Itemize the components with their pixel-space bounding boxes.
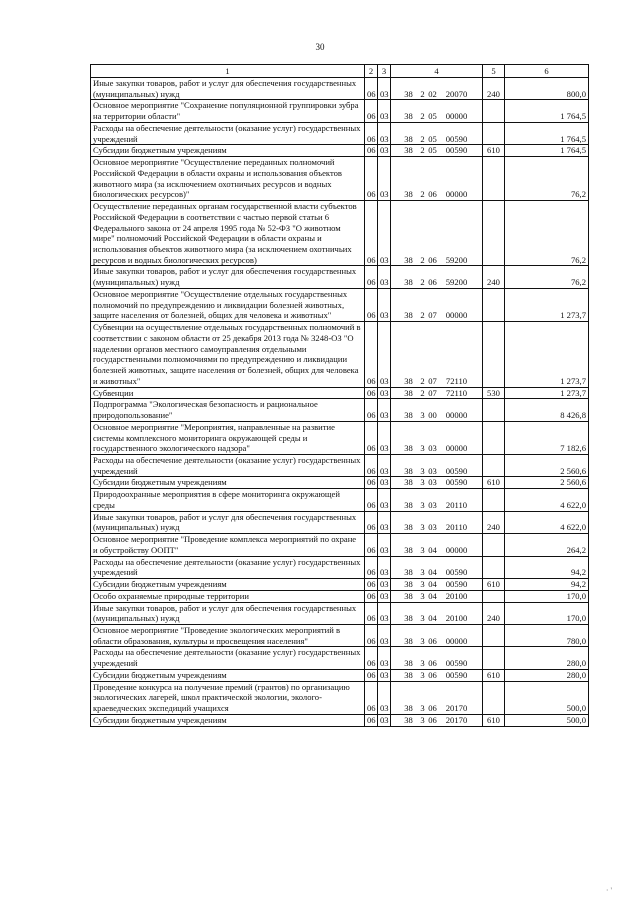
row-amount: 500,0	[505, 681, 589, 714]
target-article-part: 3	[420, 544, 425, 555]
target-article-part: 2	[420, 254, 425, 265]
target-article-part: 02	[428, 88, 437, 99]
row-subsection: 03	[378, 624, 391, 646]
row-target-article	[391, 624, 483, 646]
row-amount: 2 560,6	[505, 477, 589, 489]
table-row	[91, 399, 589, 421]
target-article-part: 38	[404, 133, 413, 144]
row-amount: 170,0	[505, 590, 589, 602]
row-target-article	[391, 201, 483, 266]
scan-mark: · '	[605, 886, 612, 895]
header-col-3: 3	[378, 65, 391, 78]
row-expense-type	[483, 454, 505, 476]
row-target-article	[391, 322, 483, 387]
row-amount: 170,0	[505, 602, 589, 624]
table-row	[91, 681, 589, 714]
target-article-part: 38	[404, 277, 413, 288]
target-article-part: 07	[428, 375, 437, 386]
target-article-part: 20110	[445, 499, 468, 510]
row-target-article	[391, 387, 483, 399]
row-expense-type	[483, 322, 505, 387]
row-amount: 780,0	[505, 624, 589, 646]
target-article-part: 38	[404, 145, 413, 156]
target-article-part: 00590	[445, 465, 468, 476]
row-name: Иные закупки товаров, работ и услуг для обеспечения государственных (муниципальных) нужд	[91, 602, 365, 624]
row-section: 06	[365, 78, 378, 100]
target-article-part: 00590	[445, 567, 468, 578]
target-article-part: 06	[428, 669, 437, 680]
table-row	[91, 556, 589, 578]
row-target-article	[391, 122, 483, 144]
header-col-2: 2	[365, 65, 378, 78]
row-section: 06	[365, 489, 378, 511]
row-expense-type: 240	[483, 78, 505, 100]
target-article-part: 38	[404, 189, 413, 200]
row-amount: 1 764,5	[505, 145, 589, 157]
target-article-part: 3	[420, 522, 425, 533]
target-article-part: 38	[404, 669, 413, 680]
row-expense-type: 240	[483, 602, 505, 624]
table-row	[91, 714, 589, 726]
target-article-part: 00000	[445, 189, 468, 200]
row-subsection: 03	[378, 266, 391, 288]
row-target-article	[391, 100, 483, 122]
target-article-part: 3	[420, 579, 425, 590]
row-section: 06	[365, 556, 378, 578]
row-subsection: 03	[378, 477, 391, 489]
row-expense-type	[483, 624, 505, 646]
target-article-part: 20070	[445, 88, 468, 99]
row-section: 06	[365, 681, 378, 714]
row-subsection: 03	[378, 534, 391, 556]
target-article-part: 59200	[445, 277, 468, 288]
row-amount: 76,2	[505, 201, 589, 266]
row-expense-type	[483, 590, 505, 602]
row-section: 06	[365, 399, 378, 421]
row-expense-type	[483, 556, 505, 578]
row-expense-type	[483, 157, 505, 201]
row-name: Основное мероприятие "Осуществление переданных полномочий Российской Федерации в области охраны и использования объектов животного мира (за исключением охотничьих ресурсов и водных биологических ресурсов)"	[91, 157, 365, 201]
table-row	[91, 511, 589, 533]
row-section: 06	[365, 288, 378, 321]
row-amount: 1 764,5	[505, 100, 589, 122]
row-subsection: 03	[378, 681, 391, 714]
target-article-part: 3	[420, 613, 425, 624]
row-expense-type: 610	[483, 579, 505, 591]
row-expense-type	[483, 288, 505, 321]
target-article-part: 06	[428, 635, 437, 646]
target-article-part: 3	[420, 714, 425, 725]
target-article-part: 3	[420, 590, 425, 601]
target-article-part: 2	[420, 111, 425, 122]
target-article-part: 38	[404, 111, 413, 122]
target-article-part: 2	[420, 145, 425, 156]
row-section: 06	[365, 421, 378, 454]
row-amount: 280,0	[505, 647, 589, 669]
row-target-article	[391, 421, 483, 454]
row-section: 06	[365, 590, 378, 602]
row-amount: 76,2	[505, 157, 589, 201]
row-amount: 94,2	[505, 579, 589, 591]
row-subsection: 03	[378, 556, 391, 578]
target-article-part: 38	[404, 387, 413, 398]
row-target-article	[391, 288, 483, 321]
row-name: Осуществление переданных органам государственной власти субъектов Российской Федерации в соответствии с частью первой статьи 6 Федерального закона от 24 апреля 1995 года № 52-ФЗ "О животном мире" полномочий Российской Федерации в области охраны и использования объектов животного мира (за исключением охотничьих ресурсов и водных биологических ресурсов)	[91, 201, 365, 266]
row-name: Основное мероприятие "Мероприятия, направленные на развитие системы комплексного мониторинга окружающей среды и государственного экологического надзора"	[91, 421, 365, 454]
row-section: 06	[365, 454, 378, 476]
row-name: Расходы на обеспечение деятельности (оказание услуг) государственных учреждений	[91, 122, 365, 144]
row-target-article	[391, 556, 483, 578]
header-col-1: 1	[91, 65, 365, 78]
target-article-part: 38	[404, 522, 413, 533]
target-article-part: 00000	[445, 635, 468, 646]
target-article-part: 00000	[445, 111, 468, 122]
row-subsection: 03	[378, 387, 391, 399]
target-article-part: 06	[428, 277, 437, 288]
row-amount: 280,0	[505, 669, 589, 681]
row-amount: 7 182,6	[505, 421, 589, 454]
row-target-article	[391, 145, 483, 157]
target-article-part: 00	[428, 410, 437, 421]
row-name: Основное мероприятие "Осуществление отдельных государственных полномочий по предупреждению и ликвидации болезней животных, защите населения от болезней, общих для человека и животных"	[91, 288, 365, 321]
row-amount: 2 560,6	[505, 454, 589, 476]
target-article-part: 20100	[445, 590, 468, 601]
row-name: Основное мероприятие "Проведение комплекса мероприятий по охране и обустройству ООПТ"	[91, 534, 365, 556]
table-row	[91, 288, 589, 321]
target-article-part: 07	[428, 310, 437, 321]
target-article-part: 38	[404, 443, 413, 454]
row-name: Субсидии бюджетным учреждениям	[91, 669, 365, 681]
row-target-article	[391, 454, 483, 476]
row-amount: 76,2	[505, 266, 589, 288]
row-section: 06	[365, 201, 378, 266]
row-name: Основное мероприятие "Проведение экологических мероприятий в области образования, культуры и просвещения населения"	[91, 624, 365, 646]
row-section: 06	[365, 145, 378, 157]
row-amount: 4 622,0	[505, 511, 589, 533]
row-section: 06	[365, 511, 378, 533]
target-article-part: 04	[428, 613, 437, 624]
row-expense-type	[483, 489, 505, 511]
target-article-part: 2	[420, 277, 425, 288]
table-row	[91, 201, 589, 266]
row-name: Иные закупки товаров, работ и услуг для обеспечения государственных (муниципальных) нужд	[91, 78, 365, 100]
row-subsection: 03	[378, 201, 391, 266]
row-subsection: 03	[378, 489, 391, 511]
row-subsection: 03	[378, 288, 391, 321]
row-section: 06	[365, 647, 378, 669]
target-article-part: 2	[420, 387, 425, 398]
row-expense-type	[483, 647, 505, 669]
table-row	[91, 421, 589, 454]
target-article-part: 07	[428, 387, 437, 398]
table-row	[91, 78, 589, 100]
target-article-part: 00590	[445, 477, 468, 488]
target-article-part: 03	[428, 499, 437, 510]
table-row	[91, 647, 589, 669]
target-article-part: 38	[404, 703, 413, 714]
row-name: Субсидии бюджетным учреждениям	[91, 145, 365, 157]
target-article-part: 00590	[445, 579, 468, 590]
row-name: Расходы на обеспечение деятельности (оказание услуг) государственных учреждений	[91, 454, 365, 476]
target-article-part: 3	[420, 703, 425, 714]
target-article-part: 03	[428, 522, 437, 533]
row-expense-type: 610	[483, 477, 505, 489]
row-expense-type	[483, 122, 505, 144]
row-name: Подпрограмма "Экологическая безопасность и рациональное природопользование"	[91, 399, 365, 421]
row-section: 06	[365, 669, 378, 681]
target-article-part: 04	[428, 567, 437, 578]
table-row	[91, 590, 589, 602]
target-article-part: 38	[404, 310, 413, 321]
target-article-part: 20170	[445, 714, 468, 725]
row-name: Субсидии бюджетным учреждениям	[91, 714, 365, 726]
target-article-part: 04	[428, 590, 437, 601]
row-amount: 500,0	[505, 714, 589, 726]
target-article-part: 38	[404, 254, 413, 265]
row-expense-type	[483, 399, 505, 421]
target-article-part: 00000	[445, 443, 468, 454]
row-amount: 800,0	[505, 78, 589, 100]
row-subsection: 03	[378, 100, 391, 122]
target-article-part: 3	[420, 410, 425, 421]
row-target-article	[391, 647, 483, 669]
row-name: Расходы на обеспечение деятельности (оказание услуг) государственных учреждений	[91, 647, 365, 669]
row-name: Основное мероприятие "Сохранение популяционной группировки зубра на территории области"	[91, 100, 365, 122]
row-expense-type	[483, 534, 505, 556]
row-expense-type: 610	[483, 714, 505, 726]
row-section: 06	[365, 387, 378, 399]
target-article-part: 38	[404, 658, 413, 669]
table-row	[91, 454, 589, 476]
target-article-part: 00000	[445, 410, 468, 421]
row-target-article	[391, 669, 483, 681]
row-subsection: 03	[378, 647, 391, 669]
row-subsection: 03	[378, 590, 391, 602]
target-article-part: 38	[404, 544, 413, 555]
table-row	[91, 489, 589, 511]
target-article-part: 38	[404, 714, 413, 725]
table-header-row	[91, 65, 589, 78]
row-expense-type: 610	[483, 145, 505, 157]
table-row	[91, 624, 589, 646]
target-article-part: 2	[420, 133, 425, 144]
table-row	[91, 266, 589, 288]
table-row	[91, 602, 589, 624]
target-article-part: 06	[428, 714, 437, 725]
row-target-article	[391, 511, 483, 533]
row-section: 06	[365, 579, 378, 591]
header-col-4: 4	[391, 65, 483, 78]
row-subsection: 03	[378, 399, 391, 421]
row-target-article	[391, 681, 483, 714]
target-article-part: 38	[404, 590, 413, 601]
row-subsection: 03	[378, 322, 391, 387]
row-target-article	[391, 590, 483, 602]
target-article-part: 00590	[445, 658, 468, 669]
row-subsection: 03	[378, 122, 391, 144]
row-subsection: 03	[378, 511, 391, 533]
budget-table	[90, 64, 589, 727]
row-amount: 1 764,5	[505, 122, 589, 144]
row-subsection: 03	[378, 714, 391, 726]
target-article-part: 20100	[445, 613, 468, 624]
row-amount: 4 622,0	[505, 489, 589, 511]
target-article-part: 38	[404, 410, 413, 421]
target-article-part: 03	[428, 465, 437, 476]
table-row	[91, 534, 589, 556]
row-name: Иные закупки товаров, работ и услуг для обеспечения государственных (муниципальных) нужд	[91, 266, 365, 288]
row-target-article	[391, 157, 483, 201]
row-section: 06	[365, 714, 378, 726]
target-article-part: 05	[428, 145, 437, 156]
target-article-part: 05	[428, 111, 437, 122]
table-row	[91, 579, 589, 591]
target-article-part: 3	[420, 658, 425, 669]
target-article-part: 00590	[445, 669, 468, 680]
row-expense-type: 240	[483, 511, 505, 533]
row-name: Субвенции	[91, 387, 365, 399]
row-section: 06	[365, 602, 378, 624]
row-target-article	[391, 78, 483, 100]
row-expense-type: 610	[483, 669, 505, 681]
target-article-part: 3	[420, 499, 425, 510]
target-article-part: 38	[404, 567, 413, 578]
row-section: 06	[365, 157, 378, 201]
target-article-part: 03	[428, 477, 437, 488]
target-article-part: 03	[428, 443, 437, 454]
target-article-part: 3	[420, 477, 425, 488]
table-row	[91, 477, 589, 489]
target-article-part: 3	[420, 669, 425, 680]
row-amount: 94,2	[505, 556, 589, 578]
row-target-article	[391, 266, 483, 288]
target-article-part: 04	[428, 579, 437, 590]
target-article-part: 06	[428, 189, 437, 200]
target-article-part: 00000	[445, 544, 468, 555]
row-name: Субсидии бюджетным учреждениям	[91, 579, 365, 591]
row-section: 06	[365, 322, 378, 387]
table-row	[91, 669, 589, 681]
row-name: Природоохранные мероприятия в сфере мониторинга окружающей среды	[91, 489, 365, 511]
row-section: 06	[365, 624, 378, 646]
row-target-article	[391, 399, 483, 421]
row-name: Субвенции на осуществление отдельных государственных полномочий в соответствии с законом области от 25 декабря 2013 года № 3248-ОЗ "О наделении органов местного самоуправления отдельными государственными полномочиями по предупреждению и ликвидации болезней животных, защите населения от болезней, общих для человека и животных"	[91, 322, 365, 387]
row-expense-type: 530	[483, 387, 505, 399]
table-row	[91, 122, 589, 144]
target-article-part: 3	[420, 443, 425, 454]
row-amount: 1 273,7	[505, 288, 589, 321]
row-section: 06	[365, 100, 378, 122]
target-article-part: 06	[428, 703, 437, 714]
target-article-part: 38	[404, 613, 413, 624]
target-article-part: 38	[404, 477, 413, 488]
target-article-part: 04	[428, 544, 437, 555]
target-article-part: 20110	[445, 522, 468, 533]
row-subsection: 03	[378, 157, 391, 201]
row-name: Иные закупки товаров, работ и услуг для обеспечения государственных (муниципальных) нужд	[91, 511, 365, 533]
table-row	[91, 387, 589, 399]
row-name: Расходы на обеспечение деятельности (оказание услуг) государственных учреждений	[91, 556, 365, 578]
row-expense-type	[483, 100, 505, 122]
target-article-part: 2	[420, 189, 425, 200]
target-article-part: 72110	[445, 387, 468, 398]
row-amount: 1 273,7	[505, 322, 589, 387]
target-article-part: 00000	[445, 310, 468, 321]
row-name: Особо охраняемые природные территории	[91, 590, 365, 602]
target-article-part: 2	[420, 375, 425, 386]
row-expense-type	[483, 681, 505, 714]
row-amount: 1 273,7	[505, 387, 589, 399]
row-section: 06	[365, 477, 378, 489]
target-article-part: 00590	[445, 145, 468, 156]
row-section: 06	[365, 122, 378, 144]
target-article-part: 2	[420, 88, 425, 99]
row-expense-type	[483, 421, 505, 454]
target-article-part: 38	[404, 579, 413, 590]
row-name: Субсидии бюджетным учреждениям	[91, 477, 365, 489]
target-article-part: 06	[428, 254, 437, 265]
table-row	[91, 322, 589, 387]
row-target-article	[391, 602, 483, 624]
table-body	[91, 78, 589, 727]
row-target-article	[391, 579, 483, 591]
target-article-part: 72110	[445, 375, 468, 386]
target-article-part: 59200	[445, 254, 468, 265]
row-target-article	[391, 534, 483, 556]
target-article-part: 2	[420, 310, 425, 321]
row-amount: 264,2	[505, 534, 589, 556]
row-expense-type: 240	[483, 266, 505, 288]
header-col-5: 5	[483, 65, 505, 78]
row-target-article	[391, 477, 483, 489]
target-article-part: 3	[420, 567, 425, 578]
row-section: 06	[365, 534, 378, 556]
row-subsection: 03	[378, 421, 391, 454]
target-article-part: 3	[420, 635, 425, 646]
target-article-part: 38	[404, 499, 413, 510]
target-article-part: 05	[428, 133, 437, 144]
row-subsection: 03	[378, 669, 391, 681]
page-number: 30	[315, 42, 325, 52]
row-subsection: 03	[378, 602, 391, 624]
target-article-part: 38	[404, 88, 413, 99]
target-article-part: 38	[404, 465, 413, 476]
row-amount: 8 426,8	[505, 399, 589, 421]
target-article-part: 38	[404, 635, 413, 646]
row-subsection: 03	[378, 145, 391, 157]
row-subsection: 03	[378, 454, 391, 476]
target-article-part: 20170	[445, 703, 468, 714]
target-article-part: 38	[404, 375, 413, 386]
table-row	[91, 157, 589, 201]
row-target-article	[391, 489, 483, 511]
table-row	[91, 145, 589, 157]
target-article-part: 3	[420, 465, 425, 476]
row-section: 06	[365, 266, 378, 288]
row-subsection: 03	[378, 78, 391, 100]
header-col-6: 6	[505, 65, 589, 78]
table-row	[91, 100, 589, 122]
target-article-part: 06	[428, 658, 437, 669]
row-name: Проведение конкурса на получение премий (грантов) по организацию экологических лагерей, школ практической экологии, эколого-краеведческих экспедиций учащихся	[91, 681, 365, 714]
row-expense-type	[483, 201, 505, 266]
row-subsection: 03	[378, 579, 391, 591]
target-article-part: 00590	[445, 133, 468, 144]
row-target-article	[391, 714, 483, 726]
